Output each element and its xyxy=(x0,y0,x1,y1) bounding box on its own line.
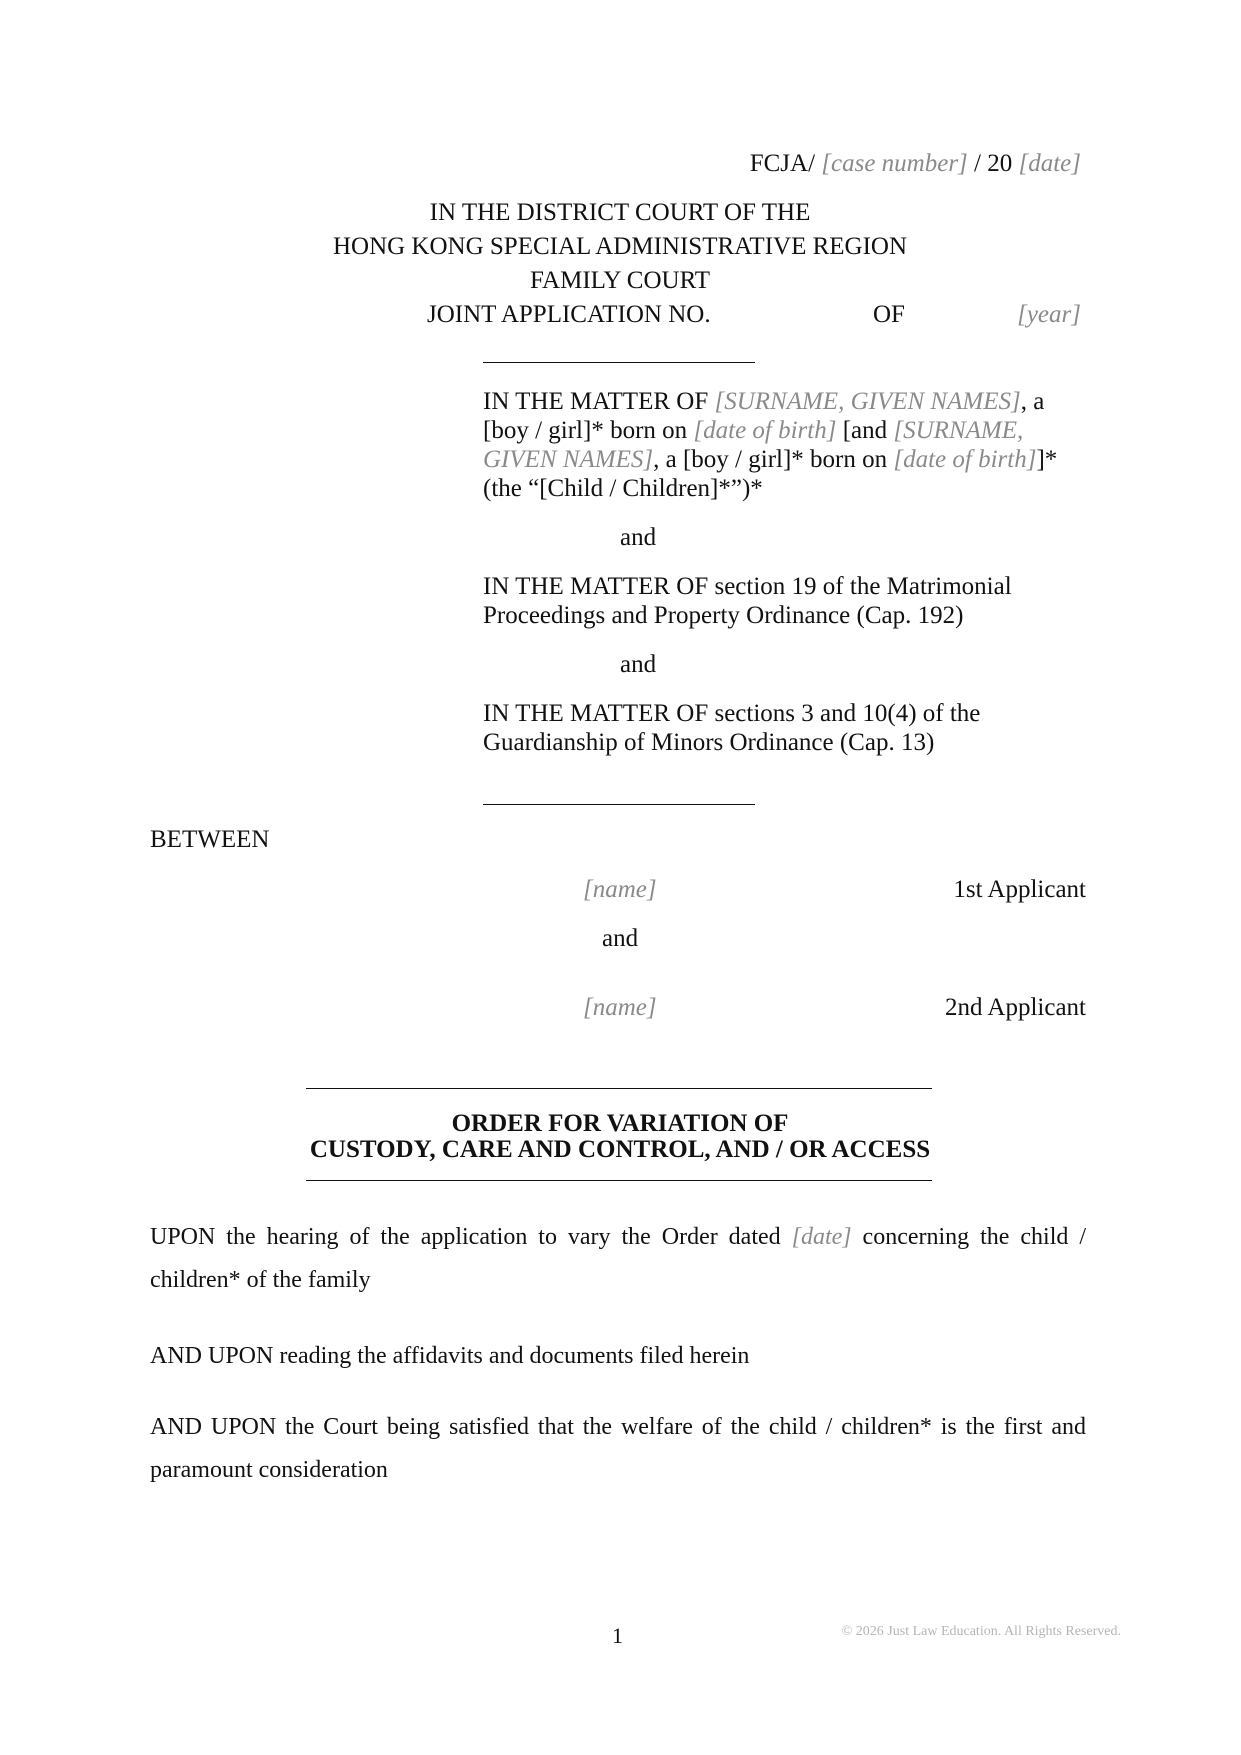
title-rule-bottom xyxy=(306,1180,932,1181)
applicant-2-role: 2nd Applicant xyxy=(945,994,1086,1021)
year-placeholder: [year] xyxy=(1017,301,1081,328)
applicant-1-role: 1st Applicant xyxy=(953,876,1086,903)
page-number: 1 xyxy=(612,1623,623,1648)
case-date-placeholder: [date] xyxy=(1018,150,1081,177)
and-connector-parties: and xyxy=(602,925,639,952)
copyright-notice: © 2026 Just Law Education. All Rights Reserved. xyxy=(841,1624,1121,1639)
case-mid: / 20 xyxy=(967,150,1019,177)
divider-short-bottom xyxy=(483,804,755,805)
child-names-placeholder-2: [SURNAME, GIVEN NAMES] xyxy=(483,417,1024,473)
matter-matrimonial-proceedings: IN THE MATTER OF section 19 of the Matrimonial Proceedings and Property Ordinance (Cap. 192) xyxy=(483,573,1012,629)
order-title-line-2: CUSTODY, CARE AND CONTROL, AND / OR ACCESS xyxy=(309,1136,931,1163)
matter-guardianship: IN THE MATTER OF sections 3 and 10(4) of the Guardianship of Minors Ordinance (Cap. 13) xyxy=(483,700,981,756)
court-line-3: FAMILY COURT xyxy=(529,267,711,294)
recital-affidavits: AND UPON reading the affidavits and documents filed herein xyxy=(150,1343,750,1369)
between-label: BETWEEN xyxy=(150,826,270,853)
of-label: OF xyxy=(873,301,905,328)
case-reference xyxy=(750,149,1081,179)
applicant-1-name-placeholder: [name] xyxy=(583,876,657,903)
date-of-birth-placeholder-1: [date of birth] xyxy=(693,417,837,444)
and-connector-2: and xyxy=(620,651,657,678)
court-line-2: HONG KONG SPECIAL ADMINISTRATIVE REGION xyxy=(332,233,908,260)
case-prefix: FCJA/ xyxy=(749,150,822,177)
applicant-2-name-placeholder: [name] xyxy=(583,994,657,1021)
child-names-placeholder-1: [SURNAME, GIVEN NAMES] xyxy=(714,388,1021,415)
order-title-line-1: ORDER FOR VARIATION OF xyxy=(451,1110,789,1137)
order-date-placeholder: [date] xyxy=(791,1224,852,1250)
case-number-placeholder: [case number] xyxy=(821,150,968,177)
court-line-1: IN THE DISTRICT COURT OF THE xyxy=(429,199,811,226)
matter-child: IN THE MATTER OF [SURNAME, GIVEN NAMES], a [boy / girl]* born on [date of birth] [and [SURNAME, GIVEN NAMES], a [boy / girl]* born on [date of birth]]* (the “[Child / Children]*”)* xyxy=(483,388,1058,502)
recital-welfare: AND UPON the Court being satisfied that the welfare of the child / children* is the first and paramount consideration xyxy=(150,1414,1086,1483)
date-of-birth-placeholder-2: [date of birth] xyxy=(893,446,1037,473)
and-connector-1: and xyxy=(620,524,657,551)
divider-short-top xyxy=(483,362,755,363)
joint-application-label: JOINT APPLICATION NO. xyxy=(427,301,711,328)
title-rule-top xyxy=(306,1088,932,1089)
recital-hearing: UPON the hearing of the application to vary the Order dated [date] concerning the child / children* of the family xyxy=(150,1224,1087,1293)
